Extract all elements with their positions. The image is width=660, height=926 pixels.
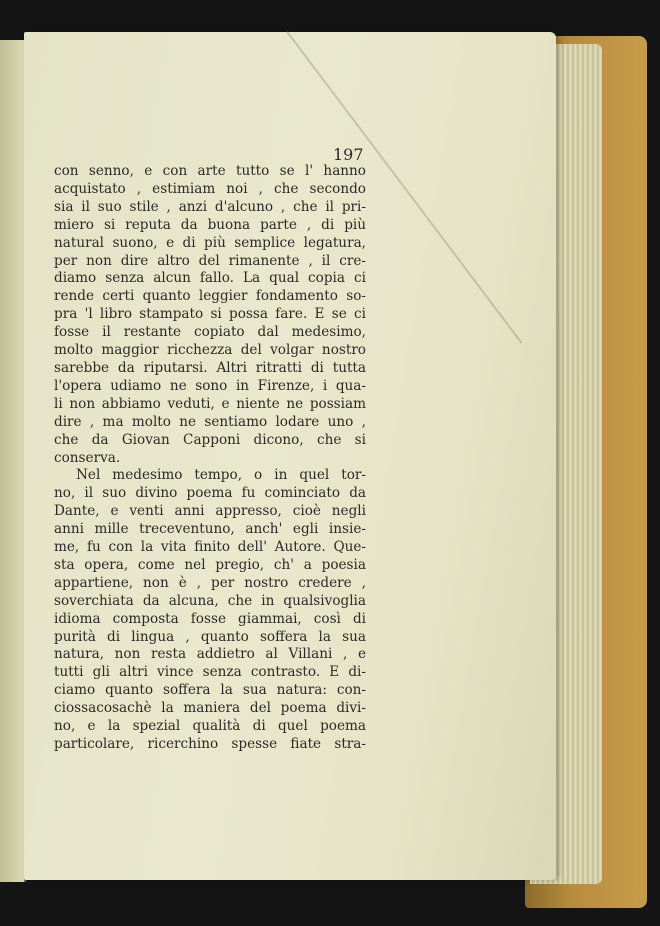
body-text — [54, 163, 366, 754]
paragraph — [54, 467, 366, 754]
text-line: li non abbiamo veduti, e niente ne possiam — [54, 395, 366, 412]
text-line: appartiene, non è , per nostro credere , — [54, 574, 366, 591]
text-line: molto maggior ricchezza del volgar nostro — [54, 342, 366, 359]
text-line: conserva. — [54, 449, 121, 466]
text-line: natural suono, e di più semplice legatura, — [54, 234, 366, 251]
text-line: tutti gli altri vince senza contrasto. E di- — [54, 664, 366, 681]
text-line: no, e la spezial qualità di quel poema — [54, 718, 366, 735]
facing-page-edge — [0, 40, 26, 882]
text-line: idioma composta fosse giammai, così di — [54, 610, 366, 627]
text-line: no, il suo divino poema fu cominciato da — [54, 485, 366, 502]
text-line: acquistato , estimiam noi , che secondo — [54, 180, 366, 197]
text-line: pra 'l libro stampato si possa fare. E se ci — [54, 306, 366, 323]
text-line: con senno, e con arte tutto se l' hanno — [54, 163, 366, 179]
text-line: sarebbe da riputarsi. Altri ritratti di tutta — [54, 359, 366, 376]
text-line: per non dire altro del rimanente , il cre- — [54, 252, 366, 269]
text-line: miero si reputa da buona parte , di più — [54, 216, 366, 233]
text-line: Nel medesimo tempo, o in quel tor- — [76, 467, 366, 484]
text-line: soverchiata da alcuna, che in qualsivoglia — [54, 592, 366, 609]
text-line: diamo senza alcun fallo. La qual copia ci — [54, 270, 366, 287]
text-line: ciossacosachè la maniera del poema divi- — [54, 700, 366, 717]
text-line: sta opera, come nel pregio, ch' a poesia — [54, 556, 366, 573]
text-line: rende certi quanto leggier fondamento so- — [54, 288, 366, 305]
text-line: che da Giovan Capponi dicono, che si — [54, 431, 366, 448]
page-number: 197 — [333, 145, 364, 164]
text-line: purità di lingua , quanto soffera la sua — [54, 628, 366, 645]
text-line: dire , ma molto ne sentiamo lodare uno , — [54, 413, 366, 430]
text-line: l'opera udiamo ne sono in Firenze, i qua- — [54, 377, 366, 394]
text-line: me, fu con la vita finito dell' Autore. Que- — [54, 539, 366, 556]
text-line: anni mille treceventuno, anch' egli insie- — [54, 521, 366, 538]
text-line: particolare, ricerchino spesse fiate stra- — [54, 736, 366, 752]
text-line: fosse il restante copiato dal medesimo, — [54, 324, 366, 341]
text-line: sia il suo stile , anzi d'alcuno , che il pri- — [54, 198, 366, 215]
text-line: natura, non resta addietro al Villani , e — [54, 646, 366, 663]
paragraph — [54, 163, 366, 467]
text-line: Dante, e venti anni appresso, cioè negli — [54, 503, 366, 520]
text-line: ciamo quanto soffera la sua natura: con- — [54, 682, 366, 699]
